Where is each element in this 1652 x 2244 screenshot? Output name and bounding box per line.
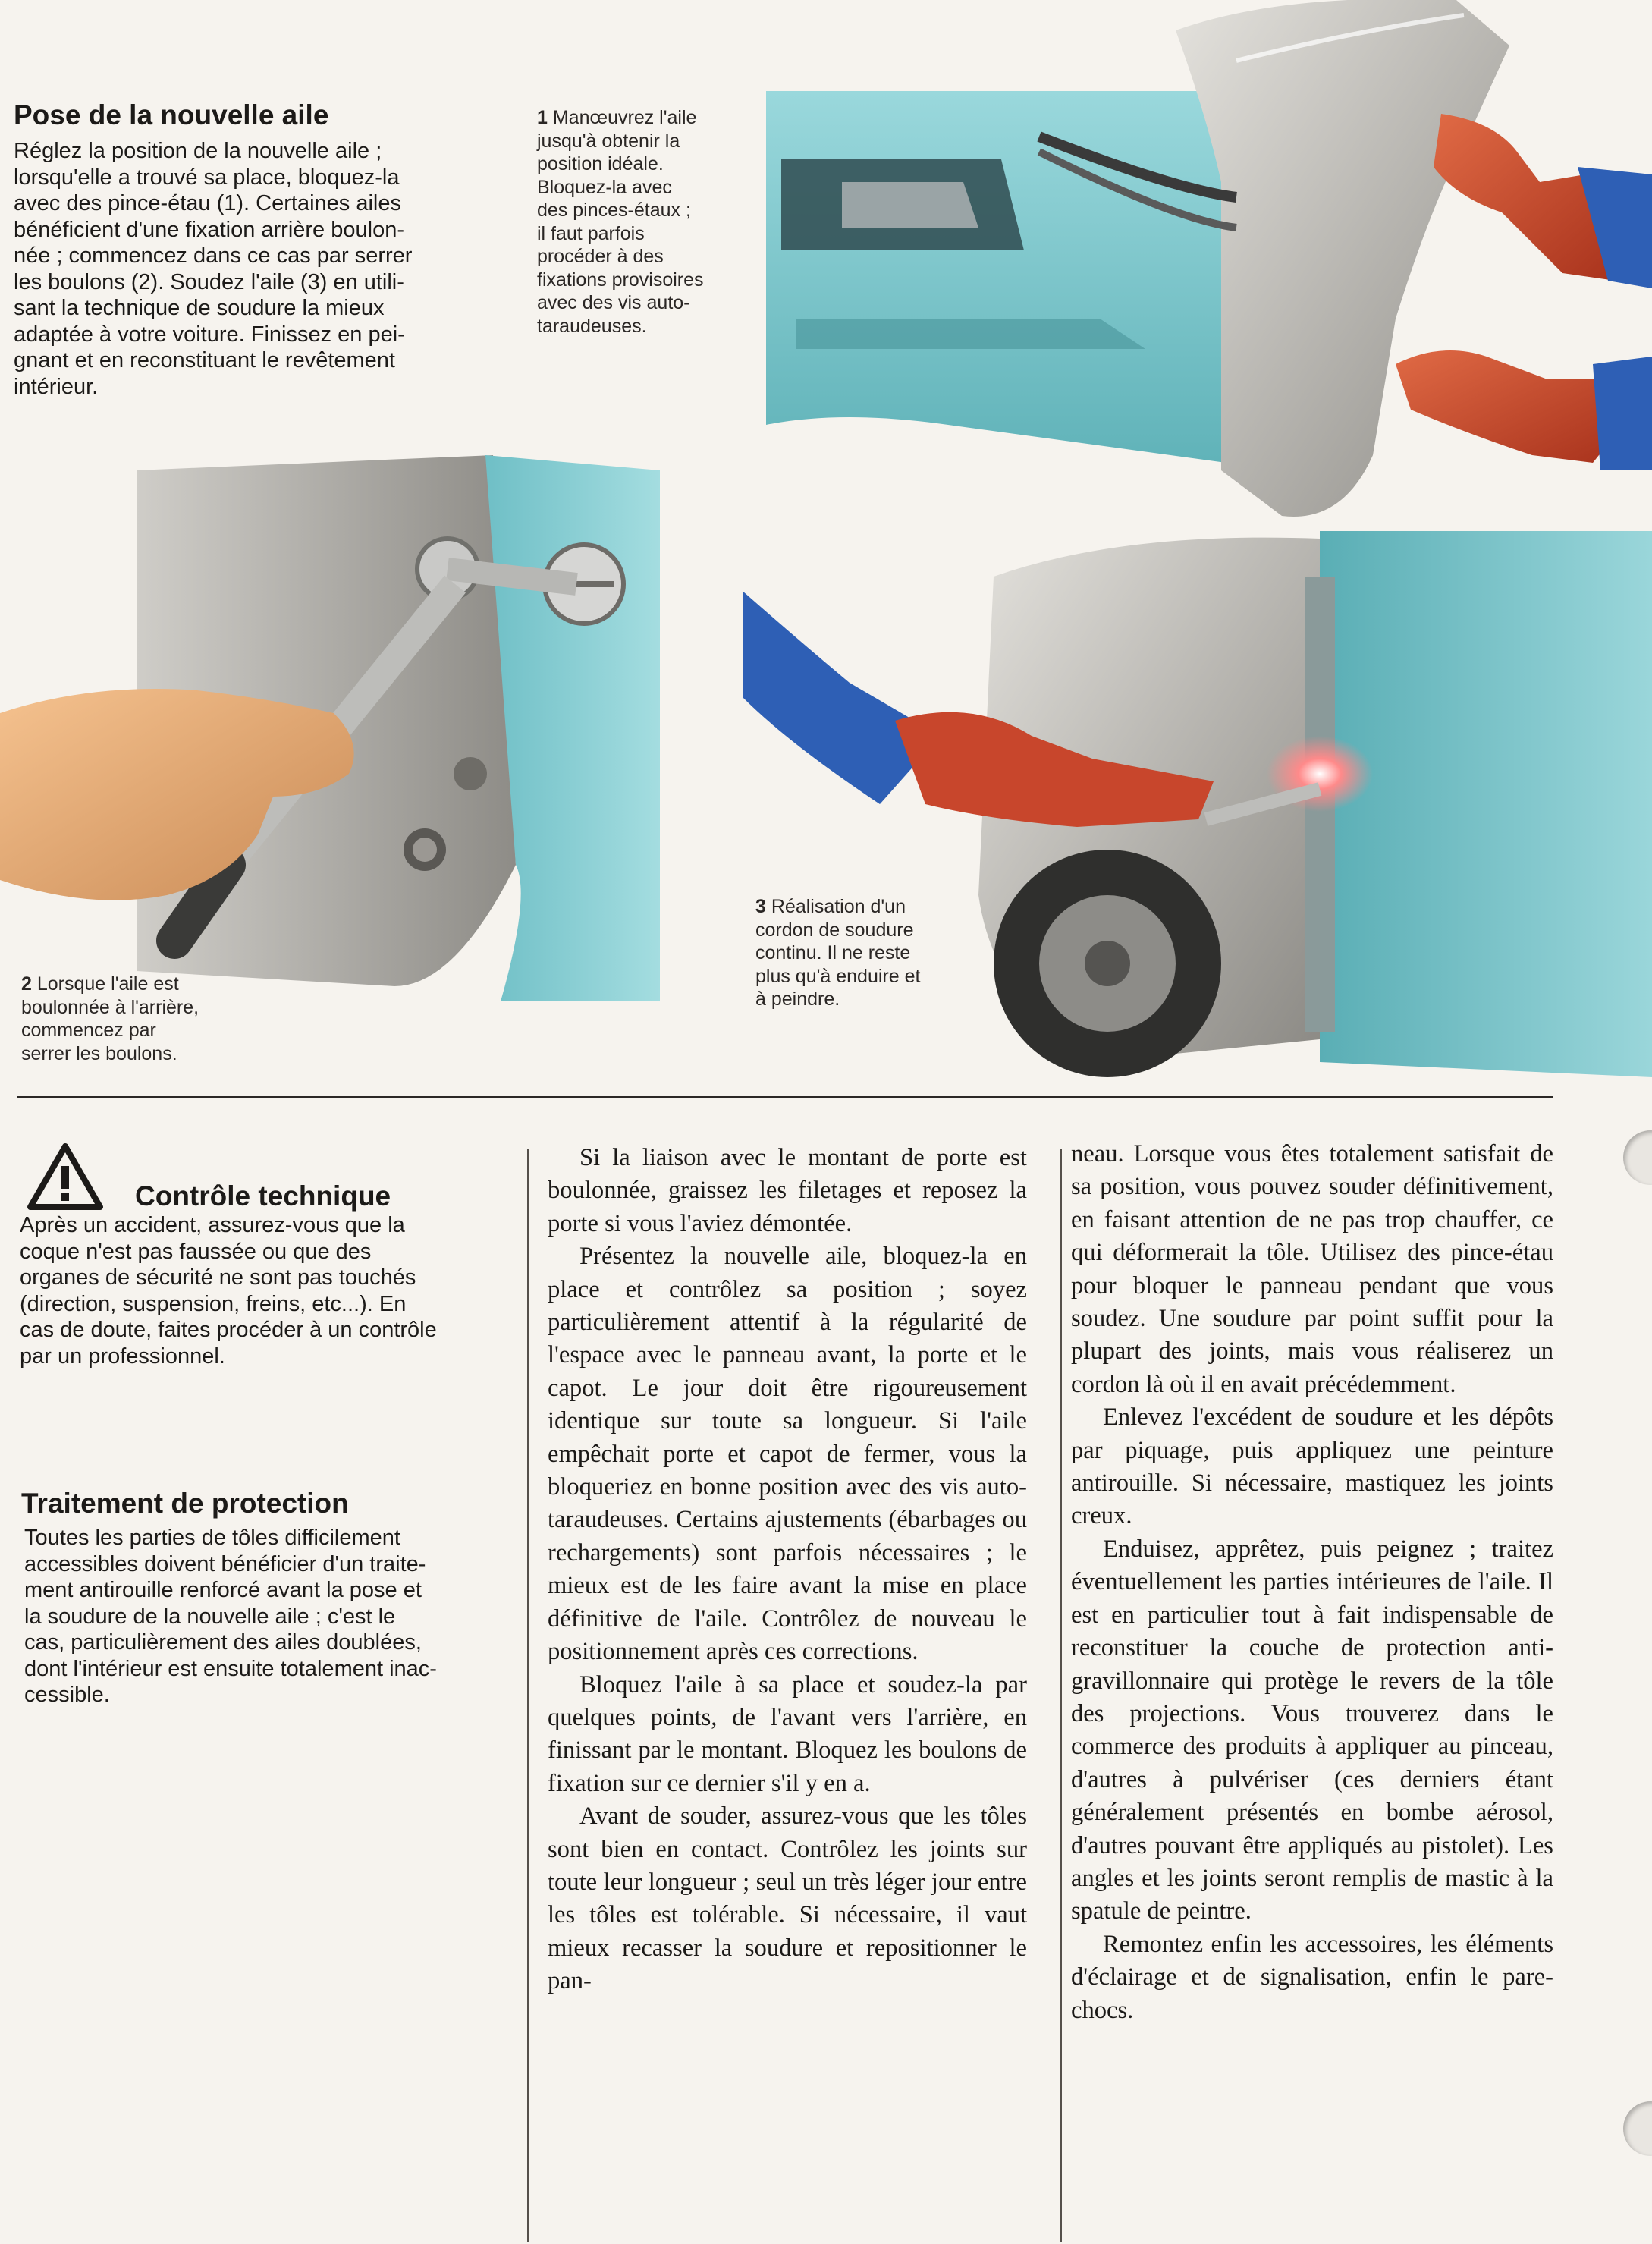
intro-paragraph: Réglez la position de la nouvelle aile ; lorsqu'elle a trouvé sa place, bloquez-la avec des pince-étau (1). Certaines ailes bénéficient d'une fixation arrière boulon- née ; commencez dans ce cas par serrer les boulons (2). Soudez l'aile (3) en utili- sant la technique de soudure la mieux adaptée à votre voiture. Finissez en pei- gnant et en reconstituant le revêtement intérieur. (14, 139, 413, 399)
section-title: Pose de la nouvelle aile (14, 99, 329, 130)
paragraph: Enlevez l'excédent de soudure et les dépôts par piquage, puis appliquez une peinture antirouille. Si nécessaire, mastiquez les joints creux. (1071, 1403, 1553, 1530)
sleeve-welder (743, 592, 941, 804)
column-rule (1060, 1149, 1062, 2242)
caption-figure-2: 2 Lorsque l'aile est boulonnée à l'arrière, commencez par serrer les boulons. (21, 973, 199, 1064)
caption-figure-1: 1 Manœuvrez l'aile jusqu'à obtenir la position idéale. Bloquez-la avec des pinces-étaux ; il faut parfois procéder à des fixations provisoires avec des vis auto- taraudeuses. (537, 107, 704, 337)
paragraph: Avant de souder, assurez-vous que les tôles sont bien en contact. Contrôlez les joints sur toute leur longueur ; seul un très léger jour entre les tôles est tolérable. Si nécessaire, il vaut mieux recasser la soudure et repositionner le pan- (548, 1802, 1027, 1995)
paragraph: neau. Lorsque vous êtes totalement satisfait de sa position, vous pouvez souder définitivement, en faisant attention de ne pas trop chauffer, ce qui déformerait la tôle. Utilisez des pince-étau pour bloquer le panneau pendant que vous soudez. Une soudure par point suffit pour la plupart des joints, mais vous réaliserez un cordon là où il en avait précédemment. (1071, 1140, 1553, 1398)
car-body-teal (1320, 531, 1652, 1077)
paragraph: Enduisez, apprêtez, puis peignez ; traitez éventuellement les parties intérieures de l'aile. Il est en particulier tout à fait indispensable de reconstituer la couche de protection anti-gravillonnaire qui protège le revers de la tôle des projections. Vous trouverez dans le commerce des produits à appliquer au pinceau, d'autres à pulvériser (ces derniers étant généralement présentés en bombe aérosol, d'autres pouvant être appliqués au pistolet). Les angles et les joints seront remplis de mastic à la spatule de peintre. (1071, 1535, 1553, 1925)
traitement-text: Toutes les parties de tôles difficilement accessibles doivent bénéficier d'un traite- ment antirouille renforcé avant la pose et la soudure de la nouvelle aile ; c'est le cas, particulièrement des ailes doublées, dont l'intérieur est ensuite totalement inac- cessible. (24, 1526, 437, 1707)
paragraph: Présentez la nouvelle aile, bloquez-la en place et contrôlez sa position ; soyez particulièrement attentif à la régularité de l'espace avec le panneau avant, la porte et le capot. Le jour doit être rigoureusement identique sur toute sa longueur. Si l'aile empêchait porte et capot de fermer, vous la bloqueriez en bonne position avec des vis auto-taraudeuses. Certains ajustements (ébarbages ou rechargements) sont parfois nécessaires ; le mieux est de les faire avant la mise en place définitive de l'aile. Contrôlez de nouveau le positionnement après ces corrections. (548, 1243, 1027, 1666)
illustration-fender-positioning (751, 0, 1652, 531)
binder-hole (1623, 2101, 1652, 2156)
new-fender (1176, 0, 1509, 517)
paragraph: Remontez enfin les accessoires, les éléments d'éclairage et de signalisation, enfin le pare-chocs. (1071, 1930, 1553, 2024)
paragraph: Bloquez l'aile à sa place et soudez-la par quelques points, de l'avant vers l'arrière, en finissant par le montant. Bloquez les boulons de fixation sur ce dernier s'il y en a. (548, 1670, 1027, 1797)
controle-title: Contrôle technique (135, 1180, 391, 1212)
car-body-panel (766, 91, 1282, 470)
sleeve-lower (1593, 357, 1652, 470)
binder-hole (1623, 1130, 1652, 1185)
section-divider (17, 1096, 1553, 1098)
column-rule (527, 1149, 529, 2242)
controle-text: Après un accident, assurez-vous que la coque n'est pas faussée ou que des organes de sécurité ne sont pas touchés (direction, suspension, freins, etc...). En cas de doute, faites procéder à un contrôle par un professionnel. (20, 1213, 437, 1369)
body-column-middle (548, 1142, 1027, 1998)
paragraph: Si la liaison avec le montant de porte est boulonnée, graissez les filetages et reposez la porte si vous l'aviez démontée. (548, 1144, 1027, 1237)
door-pillar (485, 455, 660, 1001)
body-column-right (1071, 1138, 1553, 2027)
traitement-title: Traitement de protection (21, 1488, 349, 1519)
warning-icon (26, 1142, 105, 1212)
caption-figure-3: 3 Réalisation d'un cordon de soudure continu. Il ne reste plus qu'à enduire et à peindre. (755, 896, 921, 1010)
illustration-bolt-tightening (0, 440, 667, 1017)
gloved-hand-lower (1396, 350, 1623, 463)
